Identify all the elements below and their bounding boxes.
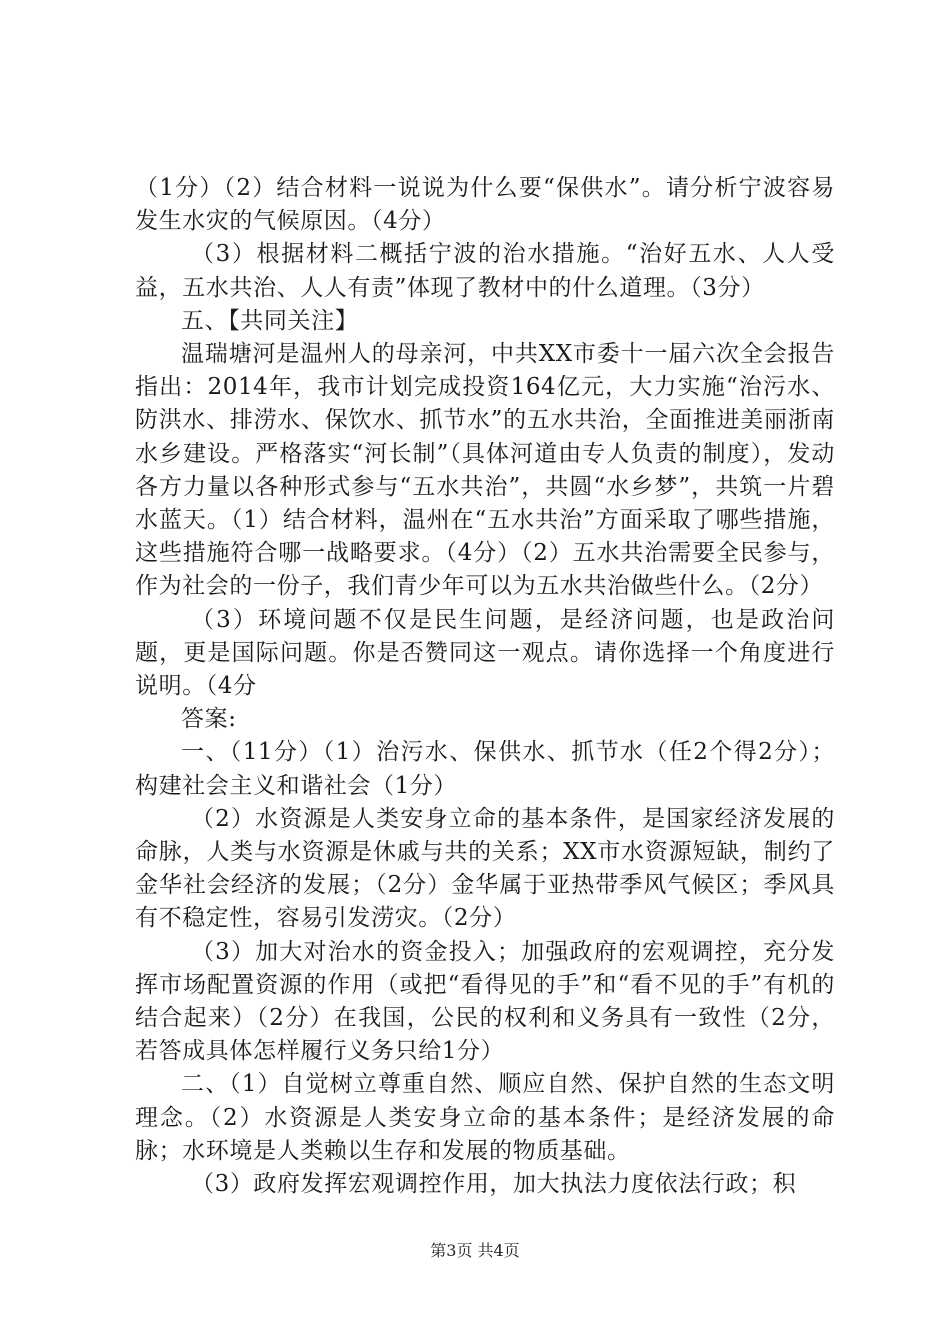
answer-heading: 答案: (181, 706, 237, 733)
paragraph-q5-3: （3）环境问题不仅是民生问题，是经济问题，也是政治问题，更是国际问题。你是否赞同这一观点。请你选择一个角度进行说明。（4分 (135, 606, 835, 700)
paragraph-q2: （1分）（2）结合材料一说说为什么要“保供水”。请分析宁波容易发生水灾的气候原因。（4分） (135, 175, 835, 235)
page-footer: 第3页 共4页 (430, 1241, 520, 1260)
section-heading-5: 五、【共同关注】 (181, 307, 359, 334)
paragraph-q3: （3）根据材料二概括宁波的治水措施。“治好五水、人人受益，五水共治、人人有责”体现了教材中的什么道理。（3分） (135, 241, 835, 301)
document-body (135, 172, 835, 1201)
paragraph-material: 温瑞塘河是温州人的母亲河，中共XX市委十一届六次全会报告指出：2014年，我市计划完成投资164亿元，大力实施“治污水、防洪水、排涝水、保饮水、抓节水”的五水共治，全面推进美丽浙南水乡建设。严格落实“河长制”（具体河道由专人负责的制度），发动各方力量以各种形式参与“五水共治”，共圆“水乡梦”，共筑一片碧水蓝天。（1）结合材料，温州在“五水共治”方面采取了哪些措施，这些措施符合哪一战略要求。（4分）（2）五水共治需要全民参与，作为社会的一份子，我们青少年可以为五水共治做些什么。（2分） (135, 341, 835, 600)
answer-1: 一、（11分）（1）治污水、保供水、抓节水（任2个得2分）；构建社会主义和谐社会（1分） (135, 739, 835, 799)
answer-1-3: （3）加大对治水的资金投入；加强政府的宏观调控，充分发挥市场配置资源的作用（或把“看得见的手”和“看不见的手”有机的结合起来）（2分）在我国，公民的权利和义务具有一致性（2分，若答成具体怎样履行义务只给1分） (135, 938, 835, 1065)
answer-2: 二、（1）自觉树立尊重自然、顺应自然、保护自然的生态文明理念。（2）水资源是人类安身立命的基本条件；是经济发展的命脉；水环境是人类赖以生存和发展的物质基础。 (135, 1071, 835, 1164)
answer-2-3: （3）政府发挥宏观调控作用，加大执法力度依法行政；积 (191, 1171, 797, 1198)
answer-1-2: （2）水资源是人类安身立命的基本条件，是国家经济发展的命脉，人类与水资源是休戚与共的关系；XX市水资源短缺，制约了金华社会经济的发展；（2分）金华属于亚热带季风气候区；季风具有不稳定性，容易引发涝灾。（2分） (135, 805, 835, 932)
